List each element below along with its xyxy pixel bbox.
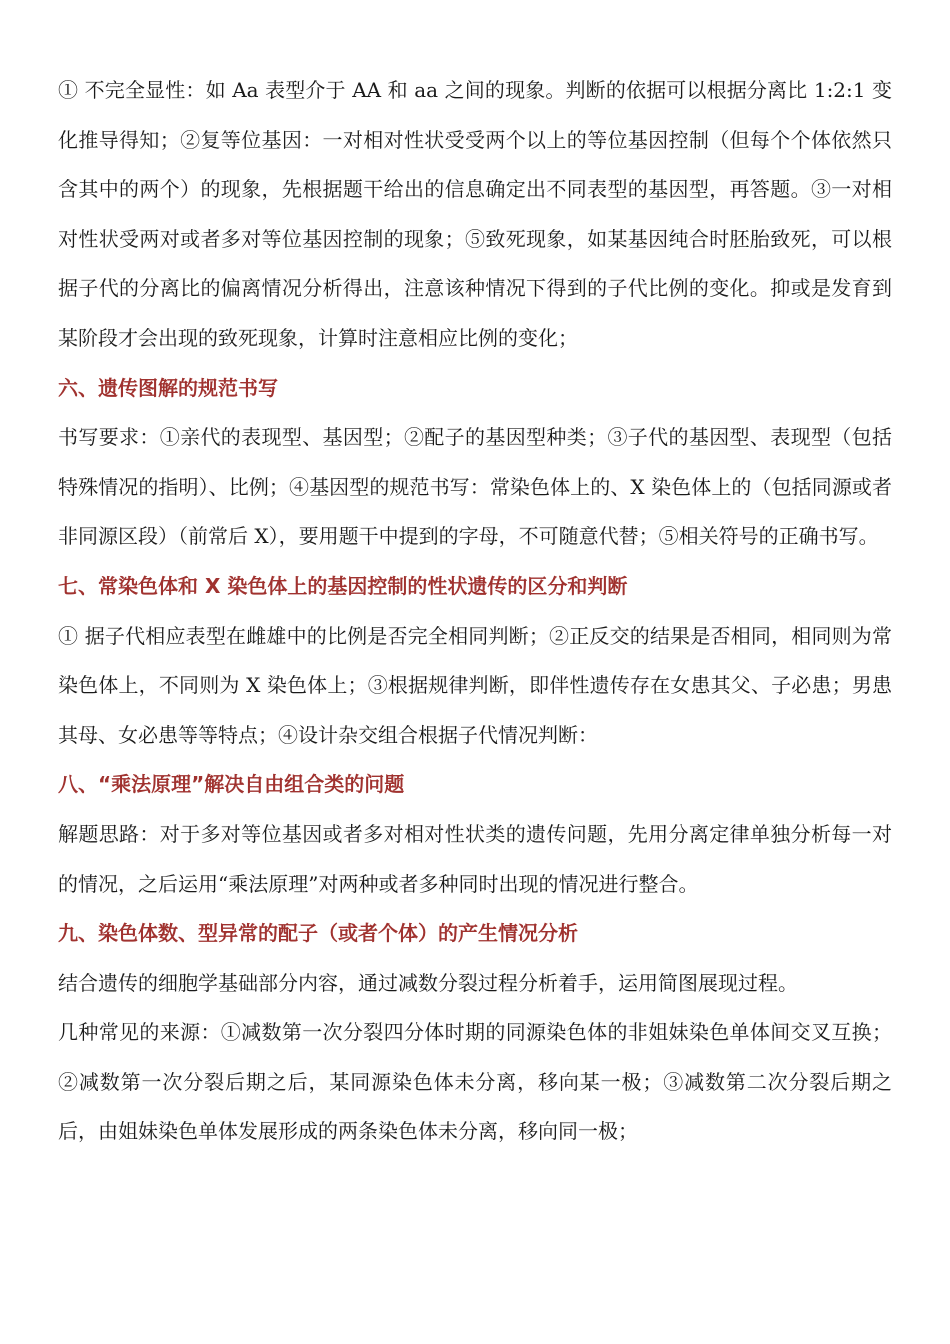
paragraph-section-8: 解题思路：对于多对等位基因或者多对相对性状类的遗传问题，先用分离定律单独分析每一对的情况，之后运用“乘法原理”对两种或者多种同时出现的情况进行整合。 [58, 821, 892, 896]
paragraph-section-7: ① 据子代相应表型在雌雄中的比例是否完全相同判断；②正反交的结果是否相同，相同则为常染色体上，不同则为 X 染色体上；③根据规律判断，即伴性遗传存在女患其父、子必患；男患其母、女必患等等特点；④设计杂交组合根据子代情况判断： [58, 623, 892, 747]
paragraph-dominance-lethal: ① 不完全显性：如 Aa 表型介于 AA 和 aa 之间的现象。判断的依据可以根据分离比 1:2:1 变化推导得知；②复等位基因：一对相对性状受受两个以上的等位基因控制（但每个个体依然只含其中的两个）的现象，先根据题干给出的信息确定出不同表型的基因型，再答题。③一对相对性状受两对或者多对等位基因控制的现象；⑤致死现象，如某基因纯合时胚胎致死，可以根据子代的分离比的偏离情况分析得出，注意该种情况下得到的子代比例的变化。抑或是发育到某阶段才会出现的致死现象，计算时注意相应比例的变化； [58, 78, 892, 350]
document-page [58, 66, 892, 1157]
heading-section-9: 九、染色体数、型异常的配子（或者个体）的产生情况分析 [58, 921, 578, 946]
heading-section-6: 六、遗传图解的规范书写 [58, 375, 278, 400]
heading-section-7: 七、常染色体和 X 染色体上的基因控制的性状遗传的区分和判断 [58, 573, 628, 598]
paragraph-section-6: 书写要求：①亲代的表现型、基因型；②配子的基因型种类；③子代的基因型、表现型（包括特殊情况的指明）、比例；④基因型的规范书写：常染色体上的、X 染色体上的（包括同源或者非同源区段）（前常后 X），要用题干中提到的字母，不可随意代替；⑤相关符号的正确书写。 [58, 425, 892, 549]
heading-section-8: 八、“乘法原理”解决自由组合类的问题 [58, 772, 405, 797]
paragraph-section-9-sources: 几种常见的来源：①减数第一次分裂四分体时期的同源染色体的非姐妹染色单体间交叉互换；②减数第一次分裂后期之后，某同源染色体未分离，移向某一极；③减数第二次分裂后期之后，由姐妹染色单体发展形成的两条染色体未分离，移向同一极； [58, 1020, 892, 1144]
paragraph-section-9-intro: 结合遗传的细胞学基础部分内容，通过减数分裂过程分析着手，运用简图展现过程。 [58, 970, 798, 995]
